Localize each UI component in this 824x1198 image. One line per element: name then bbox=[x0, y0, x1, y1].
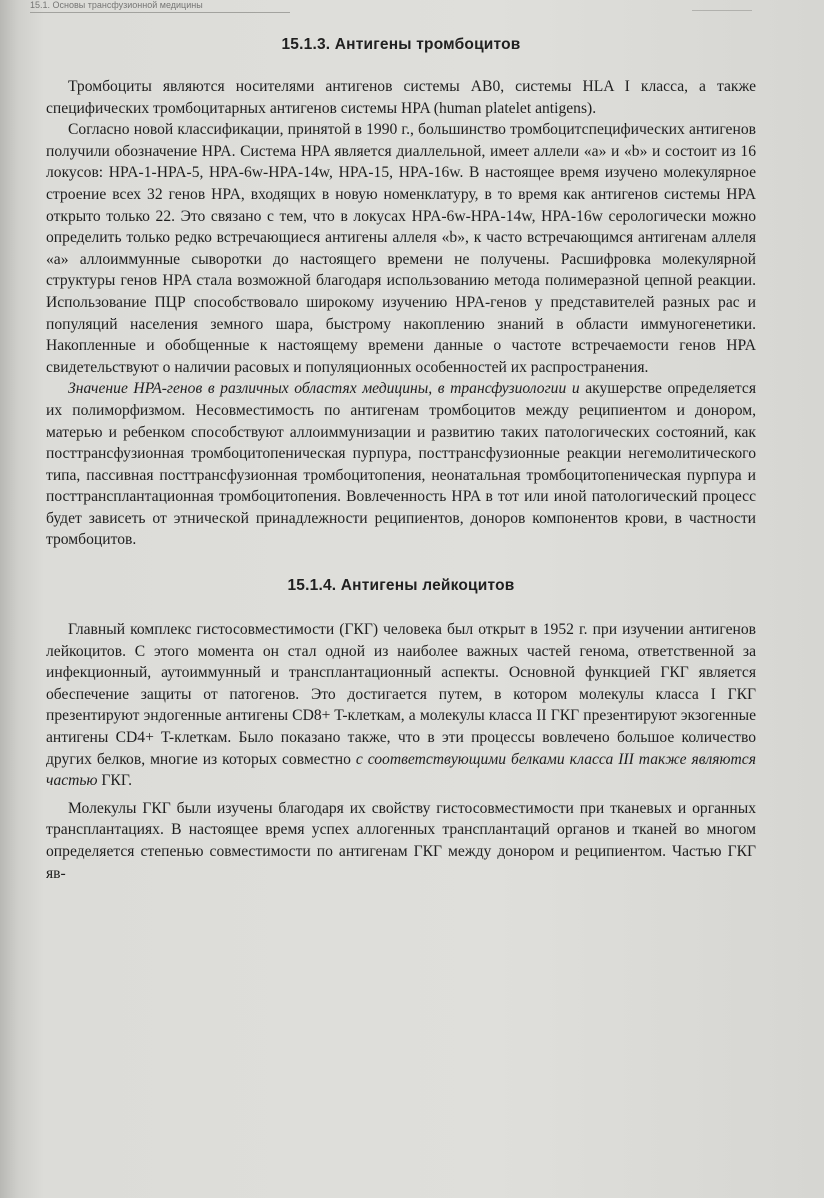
paragraph-text: акушерстве определяется их полиморфизмом. Несовместимость по антигенам тромбоцитов между реципиентом и донором, матерью и ребенком способствуют аллоиммунизации и развитию таких патологических состояний, как посттрансфузионная тромбоцитопеническая пурпура, посттрансфузионные реакции негемолитического типа, пассивная посттрансфузионная тромбоцитопения, неонатальная тромбоцитопеническая пурпура и посттрансплантационная тромбоцитопения. Вовлеченность HPA в тот или иной патологический процесс будет зависеть от этнической принадлежности реципиентов, доноров компонентов крови, в частности тромбоцитов. bbox=[46, 380, 756, 549]
paragraph: Молекулы ГКГ были изучены благодаря их свойству гистосовместимости при тканевых и органных трансплантациях. В настоящее время успех аллогенных трансплантаций органов и тканей во многом определяется степенью совместимости по антигенам ГКГ между донором и реципиентом. Частью ГКГ яв- bbox=[46, 799, 756, 882]
running-head: 15.1. Основы трансфузионной медицины bbox=[30, 0, 290, 13]
section-title-platelet-antigens: 15.1.3. Антигены тромбоцитов bbox=[281, 36, 521, 53]
italic-phrase: с соответствующими белками класса III также являются частью bbox=[46, 750, 756, 790]
paragraph: Тромбоциты являются носителями антигенов системы AB0, системы HLA I класса, а также специфических тромбоцитарных антигенов системы HPA (human platelet antigens). bbox=[46, 78, 756, 117]
running-head-rule bbox=[692, 0, 752, 11]
paragraph bbox=[46, 378, 756, 551]
paragraph-text: ГКГ. bbox=[97, 772, 132, 790]
italic-lead: Значение HPA-генов в различных областях медицины, в трансфузиологии и bbox=[68, 380, 580, 398]
paragraph-text: Главный комплекс гистосовместимости (ГКГ) человека был открыт в 1952 г. при изучении антигенов лейкоцитов. С этого момента он стал одной из наиболее важных частей генома, ответственной за инфекционный, аутоиммунный и трансплантационный аспекты. Основной функцией ГКГ является обеспечение защиты от патогенов. Это достигается путем, в котором молекулы класса I ГКГ презентируют эндогенные антигены CD8+ T-клеткам, а молекулы класса II ГКГ презентируют экзогенные антигены CD4+ T-клеткам. Было показано также, что в эти процессы вовлечено большое количество других белков, многие из которых совместно bbox=[46, 621, 756, 768]
paragraph bbox=[46, 619, 756, 792]
paragraph: Согласно новой классификации, принятой в 1990 г., большинство тромбоцитспецифических антигенов получили обозначение HPA. Система HPA является диаллельной, имеет аллели «a» и «b» и состоит из 16 локусов: HPA-1-HPA-5, HPA-6w-HPA-14w, HPA-15, HPA-16w. В настоящее время изучено молекулярное строение всех 32 генов HPA, входящих в новую номенклатуру, в то время как антигенов системы HPA открыто только 22. Это связано с тем, что в локусах HPA-6w-HPA-14w, HPA-16w серологически можно определить только редко встречающиеся антигены аллеля «b», к часто встречающимся антигенам аллеля «a» аллоиммунные сыворотки до настоящего времени не получены. Расшифровка молекулярной структуры генов HPA стала возможной благодаря использованию метода полимеразной цепной реакции. Использование ПЦР способствовало широкому изучению HPA-генов у представителей разных рас и популяций населения земного шара, быстрому накоплению знаний в области иммуногенетики. Накопленные и обобщенные к настоящему времени данные о частоте встречаемости генов HPA свидетельствуют о наличии расовых и популяционных особенностей их распространения. bbox=[46, 121, 756, 376]
section-title-leukocyte-antigens: 15.1.4. Антигены лейкоцитов bbox=[287, 577, 515, 595]
